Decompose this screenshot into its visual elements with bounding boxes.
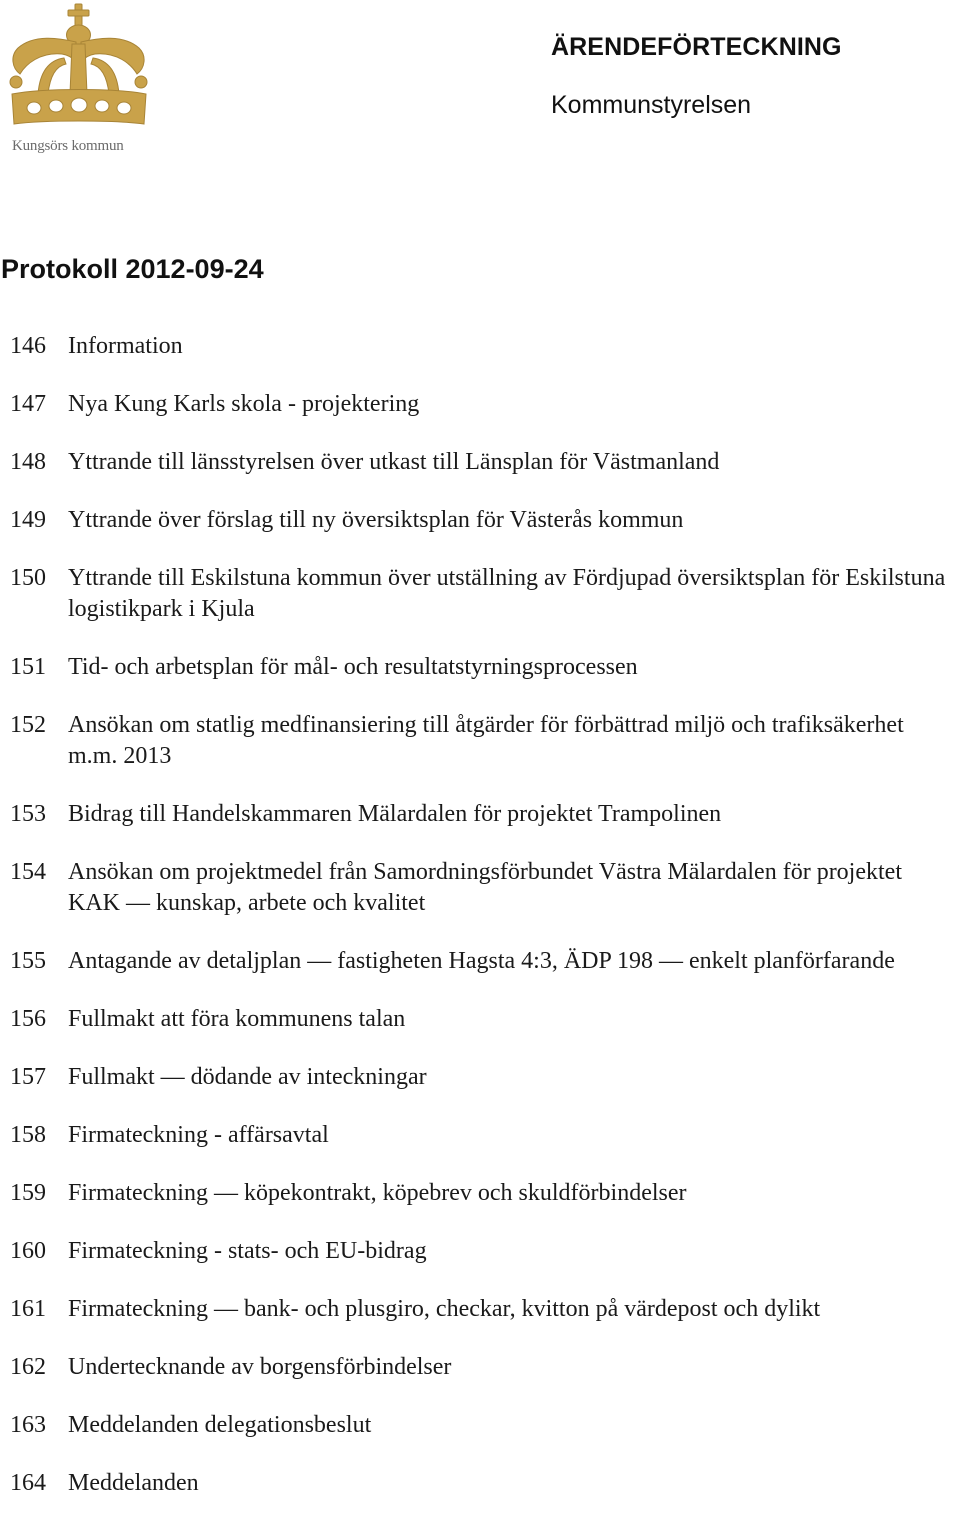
agenda-item: [10, 331, 955, 362]
agenda-item-number: 155: [10, 948, 46, 974]
committee-name: Kommunstyrelsen: [551, 91, 752, 119]
agenda-item-title: Firmateckning - stats- och EU-bidrag: [68, 1238, 427, 1264]
agenda-item: [10, 857, 955, 919]
agenda-item-title: Yttrande över förslag till ny översiktsplan för Västerås kommun: [68, 507, 684, 533]
crown-icon: [4, 2, 154, 137]
agenda-item-number: 150: [10, 565, 46, 591]
agenda-item-number: 158: [10, 1122, 46, 1148]
agenda-item: [10, 1062, 955, 1093]
agenda-item: [10, 1236, 955, 1267]
agenda-item-title: Tid- och arbetsplan för mål- och resultatstyrningsprocessen: [68, 654, 638, 680]
agenda-item-number: 160: [10, 1238, 46, 1264]
agenda-item: [10, 1178, 955, 1209]
agenda-item-number: 151: [10, 654, 46, 680]
agenda-item: [10, 1410, 955, 1441]
agenda-item-title: Firmateckning — köpekontrakt, köpebrev och skuldförbindelser: [68, 1180, 687, 1206]
agenda-item: [10, 505, 955, 536]
agenda-item-title: Ansökan om statlig medfinansiering till åtgärder för förbättrad miljö och trafiksäkerhet m.m. 2013: [68, 712, 904, 769]
agenda-item-title: Information: [68, 333, 183, 359]
agenda-item-title: Ansökan om projektmedel från Samordningsförbundet Västra Mälardalen för projektet KAK — kunskap, arbete och kvalitet: [68, 859, 902, 916]
agenda-item-number: 162: [10, 1354, 46, 1380]
agenda-item: [10, 1468, 955, 1499]
agenda-item-number: 161: [10, 1296, 46, 1322]
agenda-item-title: Yttrande till Eskilstuna kommun över utställning av Fördjupad översiktsplan för Eskilstuna logistikpark i Kjula: [68, 565, 946, 622]
agenda-item: [10, 1004, 955, 1035]
logo-text: Kungsörs kommun: [12, 138, 124, 154]
agenda-item-number: 148: [10, 449, 46, 475]
agenda-item-title: Fullmakt att föra kommunens talan: [68, 1006, 406, 1032]
agenda-item-title: Nya Kung Karls skola - projektering: [68, 391, 420, 417]
agenda-item: [10, 389, 955, 420]
agenda-item-title: Antagande av detaljplan — fastigheten Hagsta 4:3, ÄDP 198 — enkelt planförfarande: [68, 948, 895, 974]
agenda-item: [10, 799, 955, 830]
agenda-item: [10, 563, 955, 625]
agenda-item-title: Undertecknande av borgensförbindelser: [68, 1354, 452, 1380]
agenda-item-number: 163: [10, 1412, 46, 1438]
agenda-item-number: 146: [10, 333, 46, 359]
agenda-item-number: 157: [10, 1064, 46, 1090]
agenda-list: [10, 331, 955, 1526]
agenda-item-number: 154: [10, 859, 46, 885]
agenda-item: [10, 1294, 955, 1325]
agenda-item: [10, 652, 955, 683]
agenda-item: [10, 710, 955, 772]
document-type-heading: ÄRENDEFÖRTECKNING: [551, 33, 842, 61]
agenda-item-number: 149: [10, 507, 46, 533]
agenda-item-title: Bidrag till Handelskammaren Mälardalen för projektet Trampolinen: [68, 801, 722, 827]
agenda-item-title: Firmateckning - affärsavtal: [68, 1122, 329, 1148]
agenda-item: [10, 1352, 955, 1383]
agenda-item-title: Meddelanden: [68, 1470, 199, 1496]
agenda-item: [10, 447, 955, 478]
protocol-title: Protokoll 2012-09-24: [1, 254, 264, 284]
agenda-item-title: Firmateckning — bank- och plusgiro, checkar, kvitton på värdepost och dylikt: [68, 1296, 821, 1322]
agenda-item: [10, 1120, 955, 1151]
municipality-logo: [4, 2, 154, 160]
agenda-item-title: Yttrande till länsstyrelsen över utkast till Länsplan för Västmanland: [68, 449, 720, 475]
agenda-item-number: 164: [10, 1470, 46, 1496]
agenda-item-number: 152: [10, 712, 46, 738]
agenda-item: [10, 946, 955, 977]
agenda-item-title: Meddelanden delegationsbeslut: [68, 1412, 372, 1438]
agenda-item-title: Fullmakt — dödande av inteckningar: [68, 1064, 427, 1090]
agenda-item-number: 147: [10, 391, 46, 417]
agenda-item-number: 153: [10, 801, 46, 827]
agenda-item-number: 159: [10, 1180, 46, 1206]
agenda-item-number: 156: [10, 1006, 46, 1032]
